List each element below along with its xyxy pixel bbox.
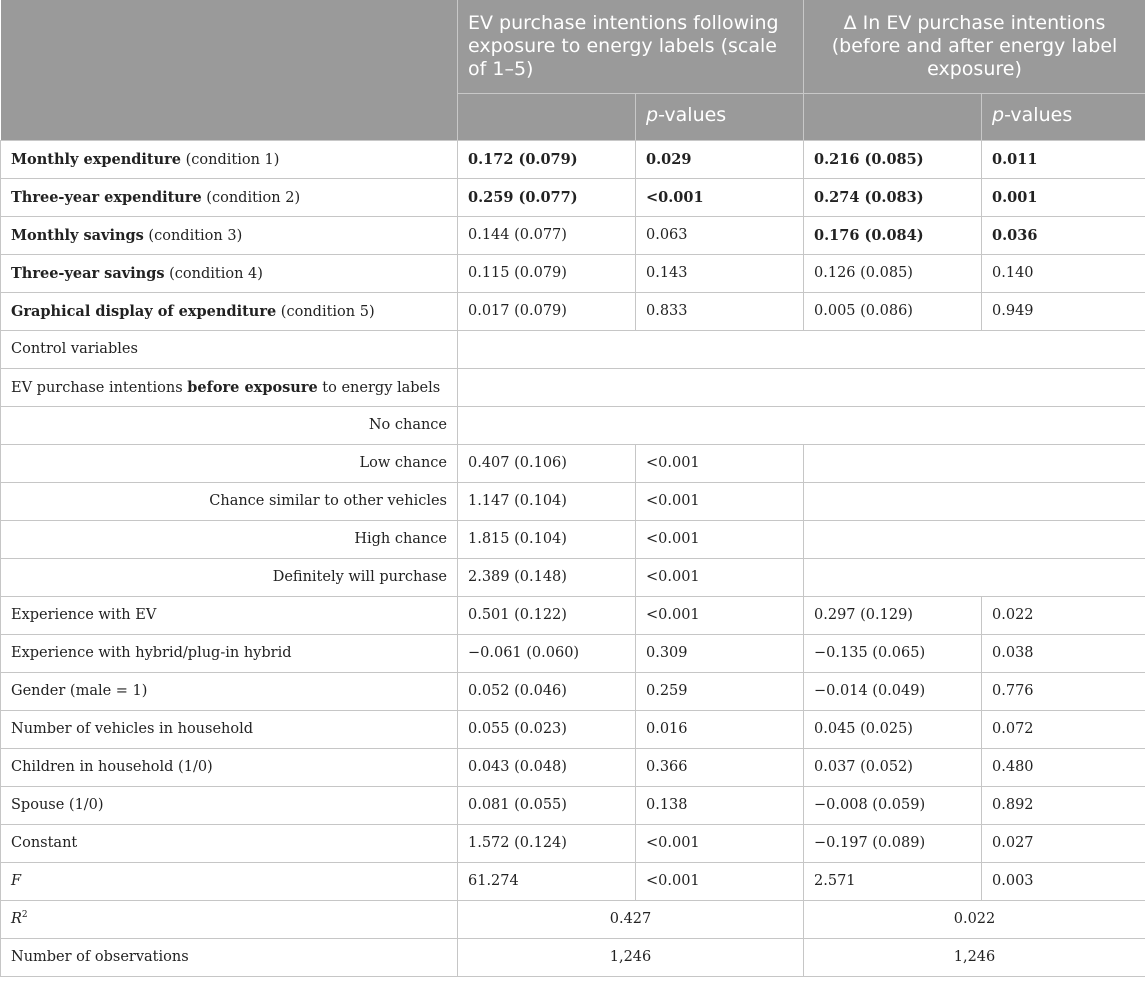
- empty-cell: [458, 368, 1145, 406]
- table-row-prior-level: [1, 482, 1145, 520]
- table-row-control: [1, 596, 1145, 634]
- header-pvalues-1: p-values: [636, 93, 804, 140]
- table-row-prior-level: [1, 558, 1145, 596]
- table-row-observations: [1, 938, 1145, 976]
- pvalue-cell: 0.063: [636, 216, 804, 254]
- pvalue-cell: 0.027: [982, 824, 1145, 862]
- coef-cell: −0.061 (0.060): [458, 634, 636, 672]
- table-row-prior-level: [1, 520, 1145, 558]
- pvalue-cell: 0.072: [982, 710, 1145, 748]
- pvalue-cell: 0.949: [982, 292, 1145, 330]
- row-label: Constant: [1, 824, 458, 862]
- header-col1-title: EV purchase intentions following exposure to energy labels (scale of 1–5): [458, 0, 804, 93]
- pvalue-cell: 0.309: [636, 634, 804, 672]
- row-label: Monthly expenditure (condition 1): [1, 140, 458, 178]
- coef-cell: 2.389 (0.148): [458, 558, 636, 596]
- pvalue-cell: 0.011: [982, 140, 1145, 178]
- coef-cell: 0.037 (0.052): [804, 748, 982, 786]
- pvalue-cell: <0.001: [636, 178, 804, 216]
- coef-cell: 0.126 (0.085): [804, 254, 982, 292]
- pvalue-cell: 0.038: [982, 634, 1145, 672]
- pvalue-cell: 0.366: [636, 748, 804, 786]
- row-label: Gender (male = 1): [1, 672, 458, 710]
- header-col2-title: Δ In EV purchase intentions (before and after energy label exposure): [804, 0, 1145, 93]
- pvalue-cell: 0.480: [982, 748, 1145, 786]
- coef-cell: 0.005 (0.086): [804, 292, 982, 330]
- coef-cell: 0.407 (0.106): [458, 444, 636, 482]
- table-row-f-stat: [1, 862, 1145, 900]
- row-label: Three-year savings (condition 4): [1, 254, 458, 292]
- pvalue-cell: 0.776: [982, 672, 1145, 710]
- coef-cell: 0.274 (0.083): [804, 178, 982, 216]
- coef-cell: 0.216 (0.085): [804, 140, 982, 178]
- coef-cell: −0.197 (0.089): [804, 824, 982, 862]
- table-row-control-header: [1, 330, 1145, 368]
- coef-cell: 0.055 (0.023): [458, 710, 636, 748]
- pvalue-cell: 0.143: [636, 254, 804, 292]
- pvalue-cell: <0.001: [636, 862, 804, 900]
- row-label: Monthly savings (condition 3): [1, 216, 458, 254]
- pvalue-cell: 0.138: [636, 786, 804, 824]
- row-label: Definitely will purchase: [1, 558, 458, 596]
- pvalue-cell: 0.259: [636, 672, 804, 710]
- row-label: Three-year expenditure (condition 2): [1, 178, 458, 216]
- table-row-control: [1, 710, 1145, 748]
- row-label: Spouse (1/0): [1, 786, 458, 824]
- coef-cell: 0.115 (0.079): [458, 254, 636, 292]
- coef-cell: 0.144 (0.077): [458, 216, 636, 254]
- row-label: High chance: [1, 520, 458, 558]
- empty-cell: [458, 406, 1145, 444]
- pvalue-cell: 0.892: [982, 786, 1145, 824]
- value-cell: 0.022: [804, 900, 1145, 938]
- pvalue-cell: 0.003: [982, 862, 1145, 900]
- coef-cell: 61.274: [458, 862, 636, 900]
- row-label: Children in household (1/0): [1, 748, 458, 786]
- empty-cell: [804, 558, 1145, 596]
- coef-cell: 0.297 (0.129): [804, 596, 982, 634]
- table-row-control: [1, 824, 1145, 862]
- empty-cell: [804, 444, 1145, 482]
- coef-cell: 0.081 (0.055): [458, 786, 636, 824]
- coef-cell: 0.259 (0.077): [458, 178, 636, 216]
- row-label: Number of observations: [1, 938, 458, 976]
- coef-cell: −0.135 (0.065): [804, 634, 982, 672]
- pvalue-cell: 0.833: [636, 292, 804, 330]
- empty-cell: [458, 330, 1145, 368]
- table-row-control: [1, 634, 1145, 672]
- coef-cell: 0.176 (0.084): [804, 216, 982, 254]
- value-cell: 1,246: [458, 938, 804, 976]
- coef-cell: 1.572 (0.124): [458, 824, 636, 862]
- header-blank-cell: [1, 0, 458, 140]
- row-label: $R^2$: [1, 900, 458, 938]
- pvalue-cell: 0.022: [982, 596, 1145, 634]
- row-label: F: [1, 862, 458, 900]
- pvalue-cell: 0.140: [982, 254, 1145, 292]
- row-label: EV purchase intentions before exposure to energy labels: [1, 368, 458, 406]
- header-pvalues-2: p-values: [982, 93, 1145, 140]
- pvalue-cell: <0.001: [636, 824, 804, 862]
- coef-cell: 1.815 (0.104): [458, 520, 636, 558]
- row-label: Control variables: [1, 330, 458, 368]
- table-row-prior-level: [1, 444, 1145, 482]
- table-row-condition-3: [1, 216, 1145, 254]
- table-row-control: [1, 748, 1145, 786]
- table-row-condition-5: [1, 292, 1145, 330]
- row-label: Low chance: [1, 444, 458, 482]
- coef-cell: 0.017 (0.079): [458, 292, 636, 330]
- header-coef-blank-1: [458, 93, 636, 140]
- coef-cell: 2.571: [804, 862, 982, 900]
- pvalue-cell: 0.016: [636, 710, 804, 748]
- pvalue-cell: <0.001: [636, 520, 804, 558]
- coef-cell: 0.052 (0.046): [458, 672, 636, 710]
- table-row-condition-4: [1, 254, 1145, 292]
- coef-cell: 1.147 (0.104): [458, 482, 636, 520]
- table-row-r-squared: [1, 900, 1145, 938]
- table-row-control: [1, 672, 1145, 710]
- row-label: Experience with hybrid/plug-in hybrid: [1, 634, 458, 672]
- pvalue-cell: <0.001: [636, 482, 804, 520]
- coef-cell: 0.045 (0.025): [804, 710, 982, 748]
- empty-cell: [804, 520, 1145, 558]
- pvalue-cell: 0.001: [982, 178, 1145, 216]
- table-row-condition-1: [1, 140, 1145, 178]
- row-label: Graphical display of expenditure (condition 5): [1, 292, 458, 330]
- pvalue-cell: <0.001: [636, 444, 804, 482]
- table-row-condition-2: [1, 178, 1145, 216]
- table-row-prior-intentions: [1, 368, 1145, 406]
- coef-cell: 0.172 (0.079): [458, 140, 636, 178]
- coef-cell: −0.008 (0.059): [804, 786, 982, 824]
- header-coef-blank-2: [804, 93, 982, 140]
- pvalue-cell: 0.036: [982, 216, 1145, 254]
- value-cell: 1,246: [804, 938, 1145, 976]
- table-row-prior-level: [1, 406, 1145, 444]
- empty-cell: [804, 482, 1145, 520]
- value-cell: 0.427: [458, 900, 804, 938]
- row-label: Chance similar to other vehicles: [1, 482, 458, 520]
- row-label: Number of vehicles in household: [1, 710, 458, 748]
- row-label: No chance: [1, 406, 458, 444]
- coef-cell: 0.043 (0.048): [458, 748, 636, 786]
- coef-cell: −0.014 (0.049): [804, 672, 982, 710]
- table-row-control: [1, 786, 1145, 824]
- pvalue-cell: <0.001: [636, 558, 804, 596]
- row-label: Experience with EV: [1, 596, 458, 634]
- coef-cell: 0.501 (0.122): [458, 596, 636, 634]
- pvalue-cell: <0.001: [636, 596, 804, 634]
- pvalue-cell: 0.029: [636, 140, 804, 178]
